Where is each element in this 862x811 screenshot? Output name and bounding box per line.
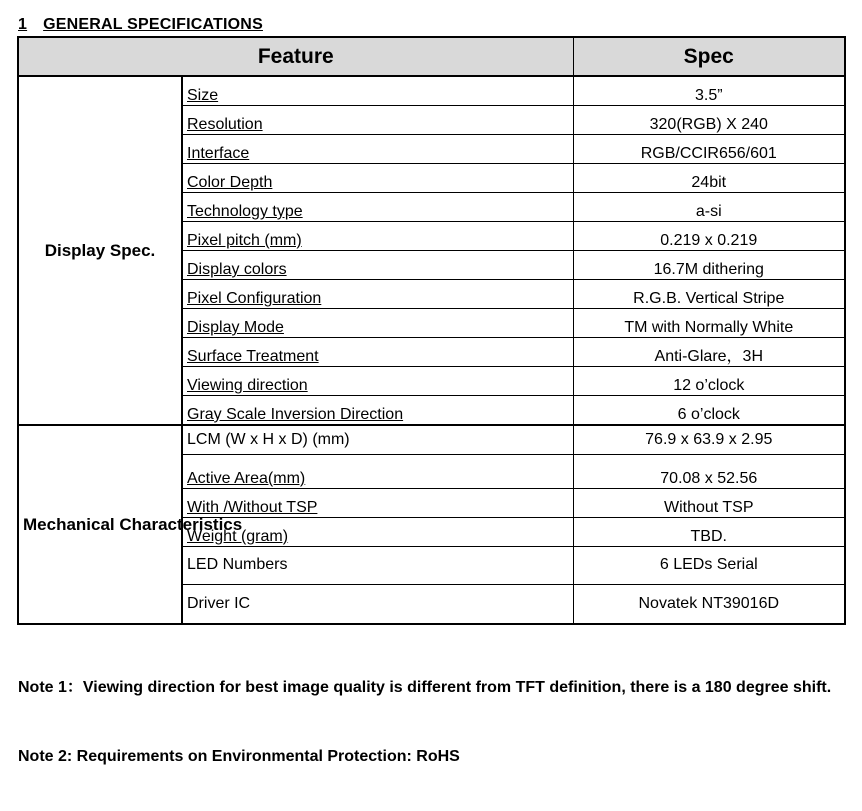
spec-column-header: Spec (573, 37, 845, 76)
feature-cell: LED Numbers (182, 546, 573, 584)
table-row (18, 425, 845, 454)
spec-cell: 12 o’clock (573, 367, 845, 396)
spec-cell: R.G.B. Vertical Stripe (573, 280, 845, 309)
spec-cell: Without TSP (573, 488, 845, 517)
spec-cell: 6 o’clock (573, 396, 845, 426)
group-label-mechanical: Mechanical Characteristics (18, 425, 182, 624)
spec-cell: 16.7M dithering (573, 251, 845, 280)
spec-cell: Novatek NT39016D (573, 584, 845, 624)
feature-cell: Surface Treatment (182, 338, 573, 367)
feature-cell: Weight (gram) (182, 517, 573, 546)
note-2: Note 2: Requirements on Environmental Protection: RoHS (18, 748, 460, 765)
feature-cell: With /Without TSP (182, 488, 573, 517)
group-label-display-spec: Display Spec. (18, 76, 182, 425)
spec-cell: Anti-Glare，3H (573, 338, 845, 367)
section-number: 1 (18, 16, 28, 33)
feature-cell: Gray Scale Inversion Direction (182, 396, 573, 426)
feature-cell: Technology type (182, 193, 573, 222)
feature-cell: Display Mode (182, 309, 573, 338)
spec-cell: TM with Normally White (573, 309, 845, 338)
spec-cell: a-si (573, 193, 845, 222)
table-header-row (18, 37, 845, 76)
feature-cell: Resolution (182, 106, 573, 135)
spec-cell: 76.9 x 63.9 x 2.95 (573, 425, 845, 454)
feature-cell: Active Area(mm) (182, 454, 573, 488)
table-row (18, 76, 845, 106)
spec-cell: TBD. (573, 517, 845, 546)
spec-cell: 6 LEDs Serial (573, 546, 845, 584)
spec-cell: 320(RGB) X 240 (573, 106, 845, 135)
feature-cell: Interface (182, 135, 573, 164)
feature-column-header: Feature (18, 37, 573, 76)
spec-cell: 24bit (573, 164, 845, 193)
feature-cell: LCM (W x H x D) (mm) (182, 425, 573, 454)
spec-cell: 70.08 x 52.56 (573, 454, 845, 488)
feature-cell: Pixel pitch (mm) (182, 222, 573, 251)
section-title: GENERAL SPECIFICATIONS (43, 16, 263, 33)
feature-cell: Color Depth (182, 164, 573, 193)
feature-cell: Pixel Configuration (182, 280, 573, 309)
general-specifications-table (17, 36, 846, 625)
feature-cell: Display colors (182, 251, 573, 280)
note-1: Note 1：Viewing direction for best image quality is different from TFT definition, there is a 180 degree shift. (18, 679, 832, 696)
feature-cell: Driver IC (182, 584, 573, 624)
spec-cell: 3.5” (573, 76, 845, 106)
spec-cell: RGB/CCIR656/601 (573, 135, 845, 164)
feature-cell: Viewing direction (182, 367, 573, 396)
spec-cell: 0.219 x 0.219 (573, 222, 845, 251)
section-heading (18, 16, 263, 34)
feature-cell: Size (182, 76, 573, 106)
